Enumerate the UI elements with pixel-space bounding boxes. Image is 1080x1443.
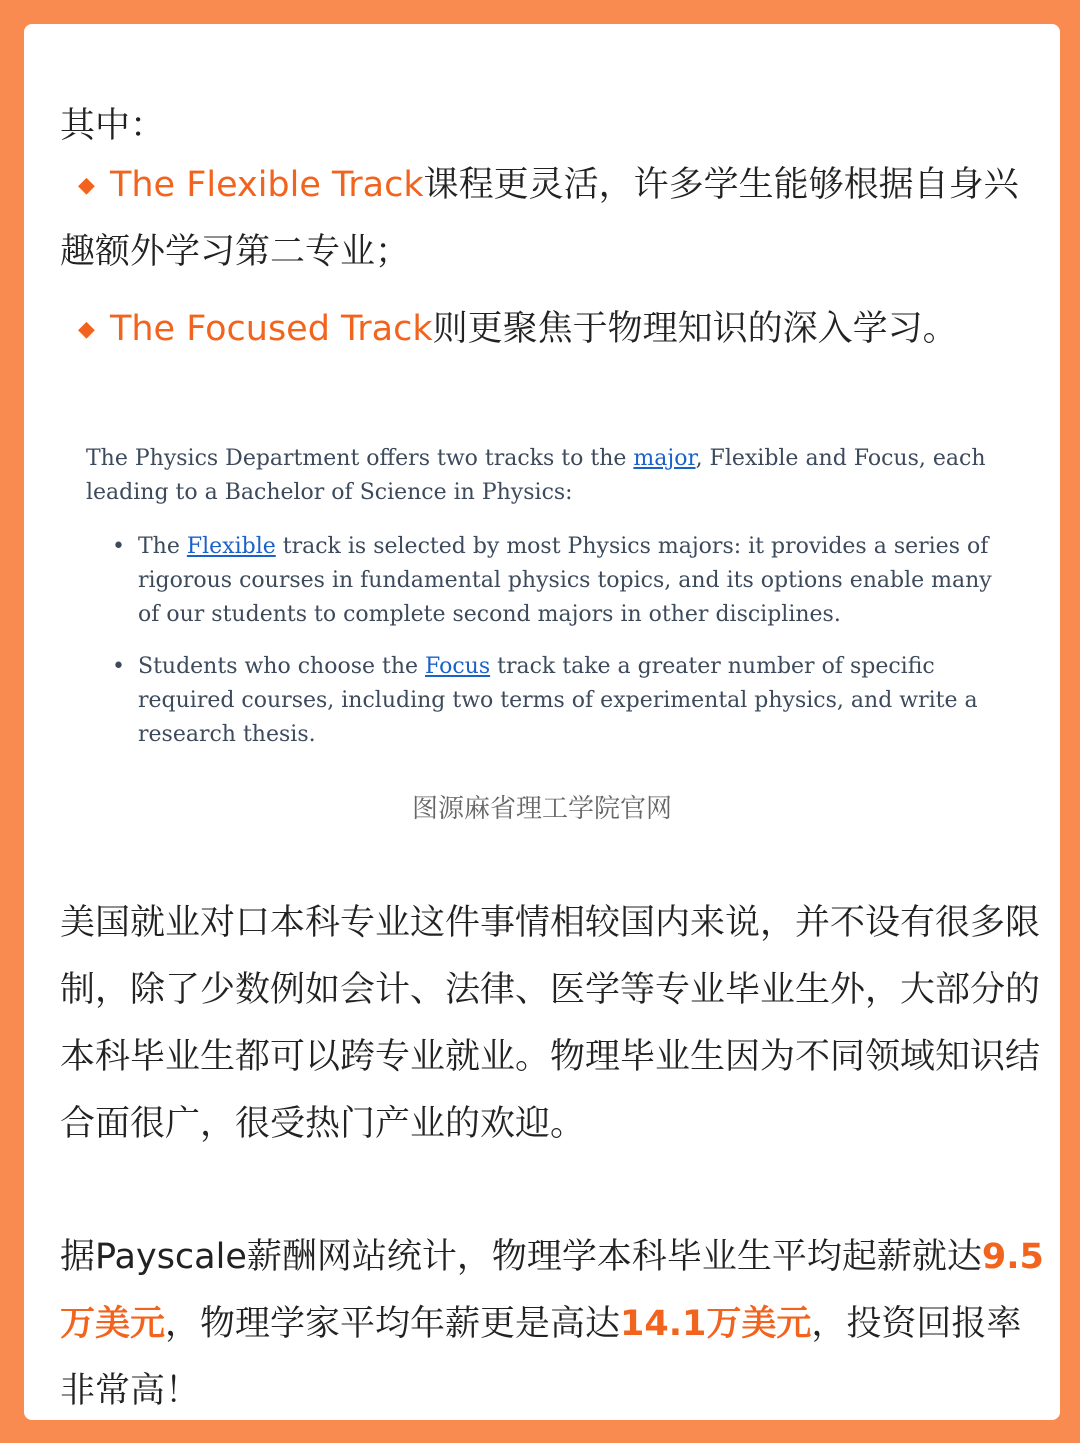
list-item-text: Students who choose the: [138, 654, 426, 679]
mit-website-screenshot: [80, 442, 1010, 770]
salary-highlight: 14.1万美元: [620, 1304, 812, 1344]
screenshot-intro-text: , Flexible and Focus, each leading to a Bachelor of Science in Physics:: [86, 446, 986, 505]
bullet-text: 则更聚焦于物理知识的深入学习。: [432, 309, 958, 349]
intro-heading: 其中：: [60, 106, 166, 146]
flexible-link[interactable]: Flexible: [186, 534, 276, 559]
content-card: [24, 24, 1060, 1420]
screenshot-intro-text: The Physics Department offers two tracks to the: [86, 446, 634, 471]
diamond-bullet-icon: ◆: [78, 317, 95, 342]
bullet-highlight: The Flexible Track: [110, 165, 424, 205]
salary-text: ，物理学家平均年薪更是高达: [165, 1304, 621, 1344]
list-item: [138, 530, 1010, 632]
salary-text: ，投资回报率非常高！: [60, 1304, 1022, 1411]
list-item-text: track take a greater number of specific required courses, including two terms of experimental physics, and write a research thesis.: [138, 654, 978, 747]
bullet-focused-track: [60, 296, 1020, 363]
salary-highlight: 9.5万美元: [60, 1237, 1044, 1344]
major-link[interactable]: major: [633, 446, 696, 471]
track-list: [80, 530, 1010, 752]
salary-text: 据Payscale薪酬网站统计，物理学本科毕业生平均起薪就达: [60, 1237, 982, 1277]
bullet-flexible-track: [60, 152, 1020, 285]
screenshot-intro: [86, 442, 1010, 510]
focus-link[interactable]: Focus: [425, 654, 491, 679]
salary-paragraph: [60, 1224, 1050, 1420]
image-caption: 图源麻省理工学院官网: [411, 794, 672, 824]
list-item-text: The: [138, 534, 187, 559]
list-item: [138, 650, 1010, 752]
diamond-bullet-icon: ◆: [78, 173, 95, 198]
employment-paragraph: 美国就业对口本科专业这件事情相较国内来说，并不设有很多限制，除了少数例如会计、法律、医学等专业毕业生外，大部分的本科毕业生都可以跨专业就业。物理毕业生因为不同领域知识结合面很广，很受热门产业的欢迎。: [60, 903, 1041, 1144]
bullet-text: 课程更灵活，许多学生能够根据自身兴趣额外学习第二专业；: [60, 165, 1019, 272]
bullet-highlight: The Focused Track: [110, 309, 433, 349]
list-item-text: track is selected by most Physics majors: it provides a series of rigorous courses in fundamental physics topics, and its options enable many of our students to complete second majors in other disciplines.: [138, 534, 992, 627]
